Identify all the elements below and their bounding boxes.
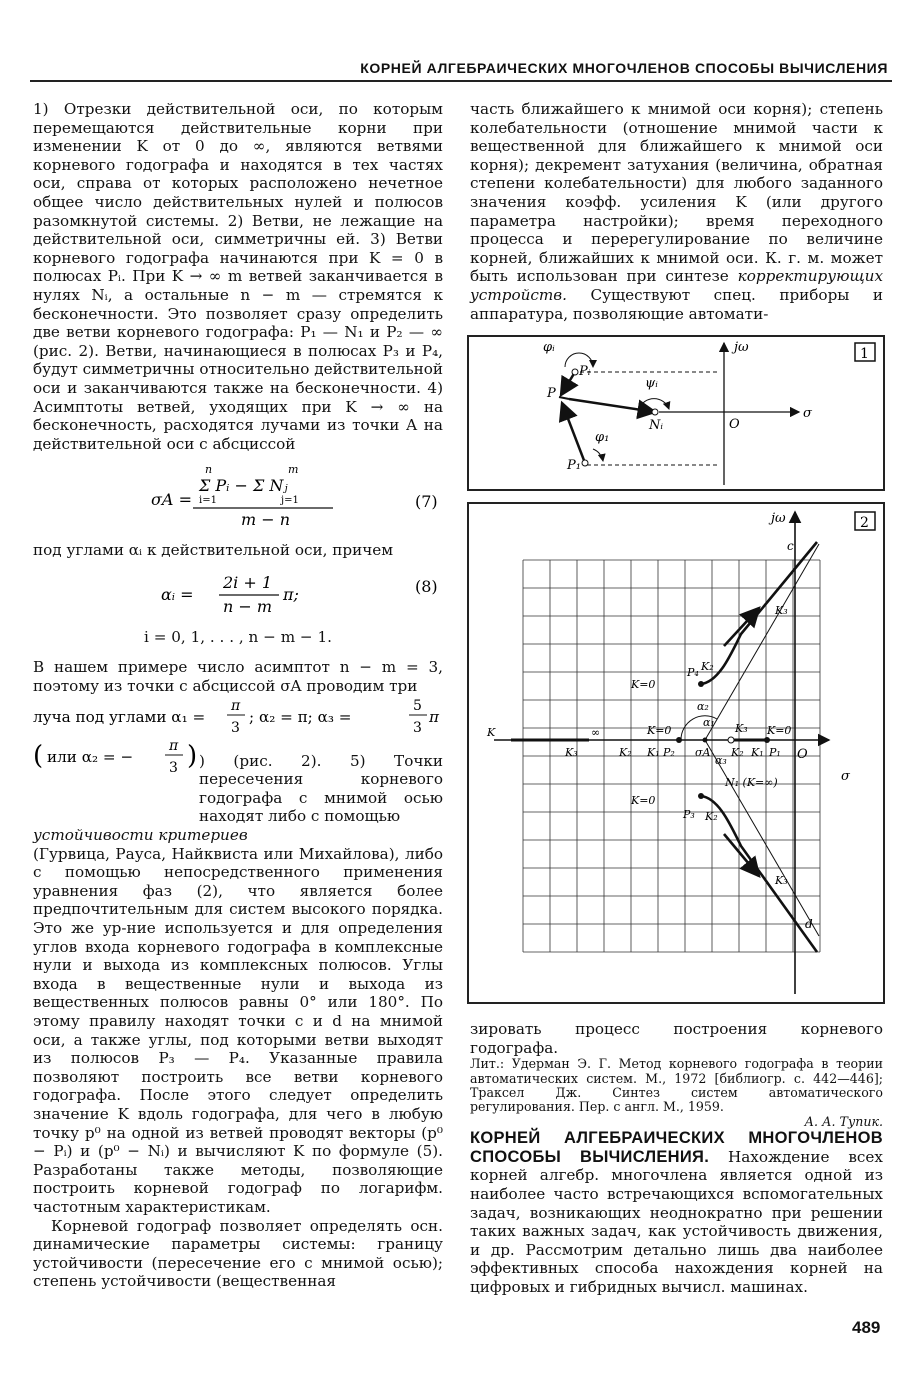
- equation-7-svg: [33, 461, 443, 533]
- fig1-vector-PN-tail: [559, 397, 569, 399]
- fig2-label-K0-lower: K=0: [631, 794, 656, 807]
- fig2-label-K0-b: K=0: [767, 724, 792, 737]
- eq8-tail: π;: [283, 584, 299, 604]
- fig2-arrow-upper: [724, 608, 759, 646]
- angles-three1: 3: [231, 719, 240, 736]
- paren-close: ): [187, 740, 198, 771]
- equation-8: [33, 568, 443, 620]
- fig1-label-Pi: Pᵢ: [579, 364, 591, 379]
- fig2-label-d: d: [805, 917, 813, 931]
- fig1-vector-PN: [569, 399, 655, 412]
- left-paragraph-6: Корневой годограф позволяет определять осн. динамические параметры системы: границу устойчивости (пересечение его с мнимой осью); степень устойчивости (вещественная: [33, 1216, 443, 1291]
- fig2-label-a2: α₂: [697, 700, 709, 713]
- fig1-pole-P1: [582, 460, 588, 466]
- eq7-denominator: m − n: [241, 510, 291, 530]
- figure-2: [467, 502, 885, 1004]
- fig1-label-phi-1: φ₁: [595, 430, 610, 445]
- eq8-numerator: 2i + 1: [223, 572, 273, 592]
- fig1-label-Ni: Nᵢ: [649, 418, 663, 433]
- fig2-label-c: c: [787, 539, 794, 553]
- eq8-denominator: n − m: [223, 596, 273, 616]
- fig2-label-P1: P₁: [769, 746, 781, 759]
- right-paragraph-2: зировать процесс построения корневого годографа.: [470, 1020, 883, 1057]
- fig2-label-K0-a: K=0: [647, 724, 672, 737]
- fig1-sigma: σ: [803, 406, 812, 421]
- fig2-label-K3-lower: K₃: [775, 874, 788, 887]
- fig2-asymptote-up: [705, 544, 819, 740]
- fig2-number: 2: [860, 515, 869, 531]
- figure-2-svg: [469, 504, 883, 1002]
- fig2-label-P3: P₃: [683, 808, 695, 821]
- fig2-zero-N1: [728, 737, 734, 743]
- fig2-label-P4: P₄: [687, 666, 699, 679]
- fig2-label-inf: ∞: [591, 726, 601, 739]
- fig2-pole-P4: [698, 681, 704, 687]
- fig2-label-K2-upper: K₂: [701, 660, 714, 673]
- fig1-origin: O: [729, 417, 740, 432]
- eq7-numerator: Σ Pᵢ − Σ Nⱼ: [199, 476, 288, 496]
- fig2-label-K3-axis: K₃: [565, 746, 578, 759]
- angles-pi1: π: [231, 697, 241, 714]
- article-headword: КОРНЕЙ АЛГЕБРАИЧЕСКИХ МНОГОЧЛЕНОВ СПОСОБЫ ВЫЧИСЛЕНИЯ.: [470, 1129, 883, 1166]
- left-paragraph-5a: ) (рис. 2). 5) Точки пересечения корневого годографа с мнимой осью находят либо с помощью: [199, 751, 443, 826]
- angles-text-a: луча под углами α₁ =: [33, 707, 206, 726]
- fig1-label-phi-i: φᵢ: [543, 340, 555, 355]
- fig1-label-P: P: [547, 386, 556, 401]
- fig2-label-K0-upper: K=0: [631, 678, 656, 691]
- fig2-label-sigmaA: σA: [695, 746, 711, 759]
- eq7-lim-j: j=1: [281, 495, 299, 507]
- fig1-vector-PiP: [561, 372, 575, 395]
- page-number: 489: [852, 1318, 881, 1337]
- left-emph-stability: устойчивости критериев: [33, 826, 248, 845]
- fig2-label-N1: N₁ (K=∞): [725, 776, 778, 789]
- left-column: [33, 100, 443, 1291]
- fig2-label-K3-upper: K₃: [775, 604, 788, 617]
- fig1-label-P1: P₁: [567, 458, 581, 473]
- running-header: [30, 58, 892, 82]
- equation-8-svg: [33, 568, 443, 620]
- eq7-number: (7): [415, 492, 438, 512]
- fig2-jw: jω: [771, 511, 786, 526]
- angles-line: [33, 696, 443, 736]
- eq8-lhs: αᵢ =: [161, 584, 194, 604]
- right-paragraph-1-b: Существуют спец. приборы и аппаратура, позволяющие автомати-: [470, 285, 883, 323]
- eq7-lhs: σA =: [151, 490, 192, 510]
- fig1-label-psi-i: ψᵢ: [645, 376, 658, 391]
- fig1-vector-P1P: [562, 403, 585, 463]
- fig2-branch-upper: [701, 542, 817, 684]
- angles-svg: [33, 696, 443, 736]
- figure-1-svg: [469, 337, 883, 489]
- fig2-point-A: [703, 738, 708, 743]
- alpha2-pi: π: [169, 737, 179, 754]
- left-paragraph-5c: (Гурвица, Рауса, Найквиста или Михайлова), либо с помощью непосредственного применения уравнения фаз (2), что является более предпочтительным для систем высокого порядка. Это же ур-ние используется и для определения углов входа корневого годографа в комплексные нули и выхода из комплексных полюсов. Углы входа в вещественные нули и выхода из вещественных полюсов равны 0° или 180°. По этому правилу находят точки c и d на мнимой оси, а также углы, под которыми ветви выходят из полюсов P₃ — P₄. Указанные правила позволяют построить все ветви корневого годографа. После этого следует определить значение K вдоль годографа, для чего в любую точку p⁰ на одной из ветвей проводят векторы (p⁰ − Pᵢ) и (p⁰ − Nᵢ) и вычисляют K по формуле (5). Разработаны также методы, позволяющие построить корневой годограф по логарифм. частотным характеристикам.: [33, 844, 443, 1216]
- left-paragraph-2: под углами αᵢ к действительной оси, причем: [33, 541, 394, 560]
- alpha2-three: 3: [169, 759, 178, 776]
- fig2-label-K-left: K: [487, 726, 496, 739]
- eq7-lim-i: i=1: [199, 495, 217, 507]
- right-signature: А. А. Тупик.: [804, 1113, 883, 1129]
- angles-three2: 3: [413, 719, 422, 736]
- eq7-lim-m: m: [288, 463, 299, 477]
- fig2-label-K1-right: K₁: [751, 746, 764, 759]
- running-header-title: КОРНЕЙ АЛГЕБРАИЧЕСКИХ МНОГОЧЛЕНОВ СПОСОБЫ ВЫЧИСЛЕНИЯ: [360, 60, 888, 76]
- fig2-label-K1-axis: K₁: [647, 746, 660, 759]
- fig1-arc-psi-i: [639, 399, 669, 409]
- fig1-jw: jω: [734, 340, 749, 355]
- fig2-label-K2-lower: K₂: [705, 810, 718, 823]
- right-column-bottom: [470, 1020, 883, 1297]
- eq8-number: (8): [415, 576, 438, 596]
- fig2-pole-P3: [698, 793, 704, 799]
- fig2-label-K2-axis: K₂: [619, 746, 632, 759]
- figure-1: [467, 335, 885, 491]
- right-paragraph-1-a: часть ближайшего к мнимой оси корня); степень колебательности (отношение мнимой части к вещественной для ближайшего к мнимой оси корня); декремент затухания (величина, обратная степени колебательности) для любого заданного значения коэфф. усиления K (или другого параметра настройки); время переходного процесса и перерегулирование по величине корней, ближайших к мнимой оси. К. г. м. может быть использован при синтезе: [470, 100, 883, 286]
- right-column-top: [470, 100, 883, 323]
- fig1-arc-phi-1: [593, 449, 603, 461]
- fig2-label-K2-right: K₂: [731, 746, 744, 759]
- left-paragraph-1: 1) Отрезки действительной оси, по которым перемещаются действительные корни при изменении K от 0 до ∞, являются ветвями корневого годографа и находятся в тех частях оси, справа от которых расположено нечетное общее число действительных нулей и полюсов разомкнутой системы. 2) Ветви, не лежащие на действительной оси, симметричны ей. 3) Ветви корневого годографа начинаются при K = 0 в полюсах Pᵢ. При K → ∞ m ветвей заканчивается в нулях Nᵢ, а остальные n − m — стремятся к бесконечности. Это позволяет сразу определить две ветви корневого годографа: P₁ — N₁ и P₂ — ∞ (рис. 2). Ветви, начинающиеся в полюсах P₃ и P₄, будут симметричны относительно действительной оси и заканчиваются также на бесконечности. 4) Асимптоты ветвей, уходящих при K → ∞ на бесконечность, расходятся лучами из точки A на действительной оси с абсциссой: [33, 100, 443, 453]
- alpha2-svg: [33, 736, 443, 776]
- fig2-sigma: σ: [841, 769, 850, 784]
- fig2-label-K3-right: K₃: [735, 722, 748, 735]
- fig1-number: 1: [860, 346, 869, 362]
- left-paragraph-3: В нашем примере число асимптот n − m = 3, поэтому из точки с абсциссой σA проводим три: [33, 658, 443, 696]
- alpha2-line: [33, 736, 443, 776]
- right-literature: Лит.: Удерман Э. Г. Метод корневого годографа в теории автоматических систем. М., 1972 [библиогр. с. 442—446]; Траксел Дж. Синтез систем автоматического регулирования. Пер. с англ. М., 1959.: [470, 1056, 883, 1115]
- right-paragraph-3: Нахождение всех корней алгебр. многочлена является одной из наиболее часто встречающихся вспомогательных задач, возникающих неоднократно при решении таких важных задач, как устойчивость движения, и др. Рассмотрим детально лишь два наиболее эффективных способа нахождения корней на цифровых и гибридных вычисл. машинах.: [470, 1147, 883, 1296]
- paren-open: (: [33, 740, 44, 771]
- fig2-pole-P1: [764, 737, 770, 743]
- angles-pi2: π: [429, 707, 439, 726]
- right-emph-correcting: корректирующих устройств.: [470, 267, 884, 304]
- eq7-lim-n: n: [205, 463, 213, 477]
- fig1-pole-Pi: [572, 369, 578, 375]
- equation-7: [33, 461, 443, 533]
- angles-five: 5: [413, 697, 422, 714]
- angles-text-b: ; α₂ = π; α₃ =: [249, 707, 352, 726]
- fig2-label-a3: α₃: [715, 754, 727, 767]
- eq8-range: i = 0, 1, . . . , n − m − 1.: [144, 627, 332, 646]
- fig2-origin: O: [797, 747, 808, 762]
- right-paragraph-1: [470, 100, 883, 323]
- fig2-label-a1: α₁: [703, 716, 715, 729]
- fig2-asymptote-down: [705, 740, 819, 936]
- fig2-label-P2: P₂: [663, 746, 675, 759]
- alpha2-text: или α₂ = −: [47, 747, 134, 766]
- fig1-zero-Ni: [652, 409, 658, 415]
